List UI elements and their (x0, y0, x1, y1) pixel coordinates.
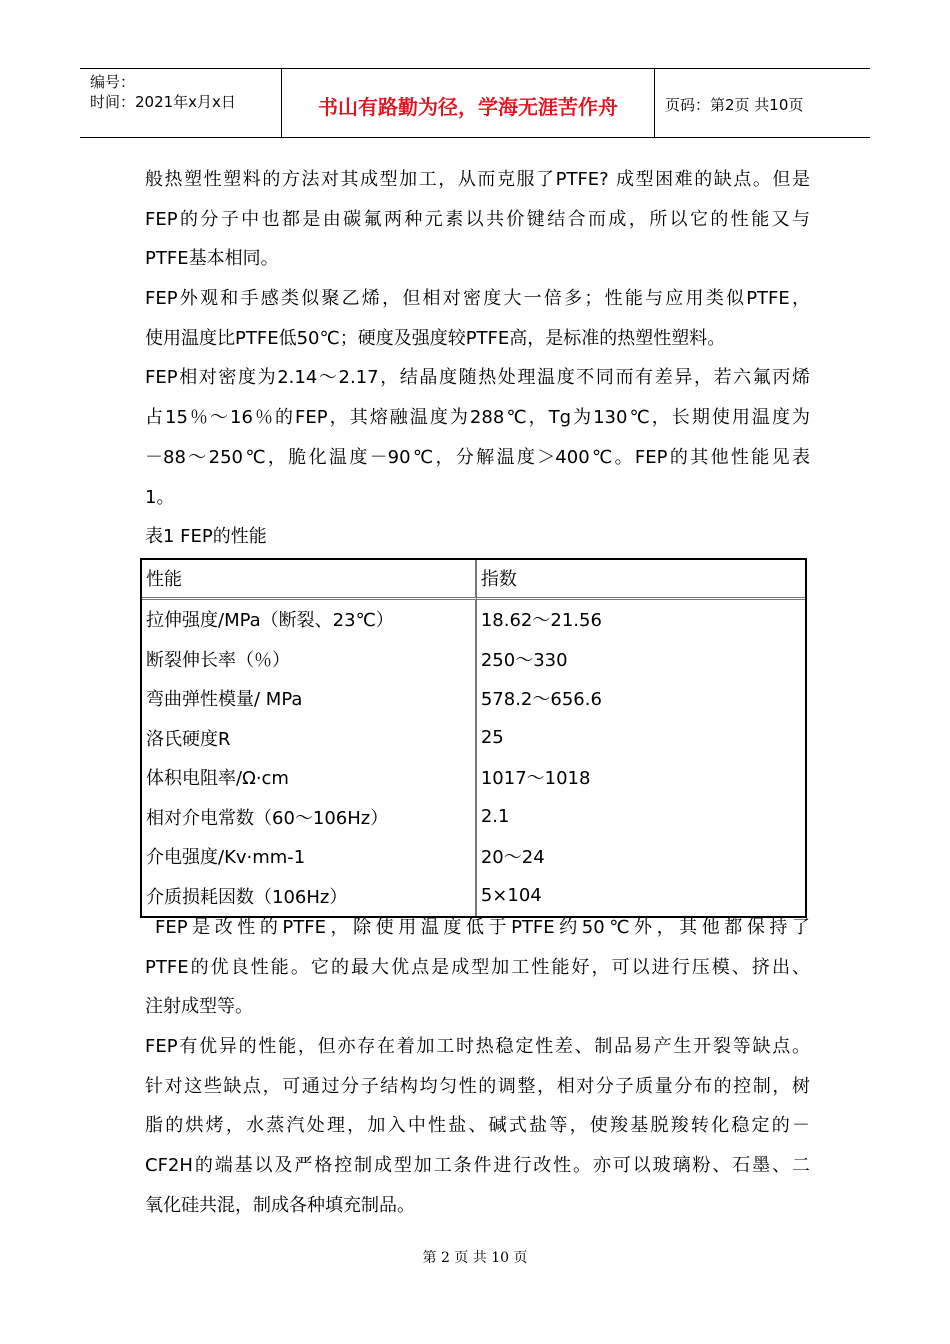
body-text-bottom (145, 908, 810, 1226)
property-cell: 拉伸强度/MPa（断裂、23℃） (142, 600, 477, 640)
properties-table-wrap (140, 558, 807, 918)
page-label: 页码：第2页 共10页 (665, 96, 804, 114)
paragraph-line: 使用温度比PTFE低50℃；硬度及强度较PTFE高，是标准的热塑性塑料。 (145, 327, 726, 349)
paragraph-line: PTFE基本相同。 (145, 248, 279, 270)
paragraph-line: FEP的分子中也都是由碳氟两种元素以共价键结合而成，所以它的性能又与 (145, 208, 810, 230)
paragraph-line: FEP外观和手感类似聚乙烯，但相对密度大一倍多；性能与应用类似PTFE， (145, 288, 810, 310)
paragraph-line: 注射成型等。 (145, 996, 253, 1018)
table-row (142, 600, 805, 640)
paragraph-line: FEP是改性的PTFE，除使用温度低于PTFE约50℃外，其他都保持了 (155, 917, 810, 938)
value-cell: 578.2～656.6 (480, 689, 602, 711)
table-header-row (142, 560, 805, 600)
paragraph-line: 氧化硅共混，制成各种填充制品。 (145, 1194, 415, 1216)
paragraph-line: 脂的烘烤，水蒸汽处理，加入中性盐、碱式盐等，使羧基脱羧转化稳定的－ (145, 1115, 810, 1137)
paragraph-line: 针对这些缺点，可通过分子结构均匀性的调整，相对分子质量分布的控制，树 (145, 1075, 810, 1097)
table-header-cell: 性能 (142, 560, 477, 600)
property-cell: 断裂伸长率（％） (142, 639, 477, 679)
value-cell: 20～24 (480, 847, 545, 869)
header-page-cell (655, 69, 870, 137)
header-meta-cell (80, 69, 282, 137)
table-header-cell: 指数 (477, 560, 805, 600)
paragraph-line: CF2H的端基以及严格控制成型加工条件进行改性。亦可以玻璃粉、石墨、二 (145, 1155, 810, 1177)
paragraph-line: PTFE的优良性能。它的最大优点是成型加工性能好，可以进行压模、挤出、 (145, 956, 810, 978)
serial-label: 编号： (90, 73, 136, 91)
table-row (142, 679, 805, 719)
body-text-top (145, 160, 810, 557)
date-label: 时间：2021年x月x日 (90, 93, 236, 111)
properties-table (140, 558, 807, 918)
property-cell: 洛氏硬度R (142, 718, 477, 758)
table-caption: 表1 FEP的性能 (145, 526, 267, 548)
property-cell: 相对介电常数（60～106Hz） (142, 797, 477, 837)
property-cell: 介电强度/Kv·mm-1 (142, 837, 477, 877)
property-cell: 介质损耗因数（106Hz） (142, 876, 477, 916)
value-cell: 5×104 (480, 885, 542, 907)
table-row (142, 797, 805, 837)
table-row (142, 718, 805, 758)
value-cell: 250～330 (480, 649, 568, 671)
paragraph-line: 般热塑性塑料的方法对其成型加工，从而克服了PTFE? 成型困难的缺点。但是 (145, 169, 810, 190)
paragraph-line: 1。 (145, 486, 175, 508)
paragraph-line: FEP相对密度为2.14～2.17，结晶度随热处理温度不同而有差异，若六氟丙烯 (145, 367, 810, 389)
table-row (142, 639, 805, 679)
paragraph-line: －88～250℃，脆化温度－90℃，分解温度＞400℃。FEP的其他性能见表 (145, 446, 810, 468)
paragraph-line: 占15％～16％的FEP，其熔融温度为288℃，Tg为130℃，长期使用温度为 (145, 407, 810, 429)
page-header (80, 68, 870, 138)
motto: 书山有路勤为径，学海无涯苦作舟 (318, 95, 618, 119)
table-row (142, 837, 805, 877)
property-cell: 体积电阻率/Ω·cm (142, 758, 477, 798)
property-cell: 弯曲弹性模量/ MPa (142, 679, 477, 719)
value-cell: 25 (480, 727, 504, 749)
value-cell: 1017～1018 (480, 768, 591, 790)
page-footer: 第 2 页 共 10 页 (422, 1250, 528, 1266)
value-cell: 18.62～21.56 (480, 610, 602, 632)
value-cell: 2.1 (480, 806, 510, 828)
paragraph-line: FEP有优异的性能，但亦存在着加工时热稳定性差、制品易产生开裂等缺点。 (145, 1036, 810, 1058)
table-row (142, 758, 805, 798)
header-motto-cell (282, 69, 655, 137)
